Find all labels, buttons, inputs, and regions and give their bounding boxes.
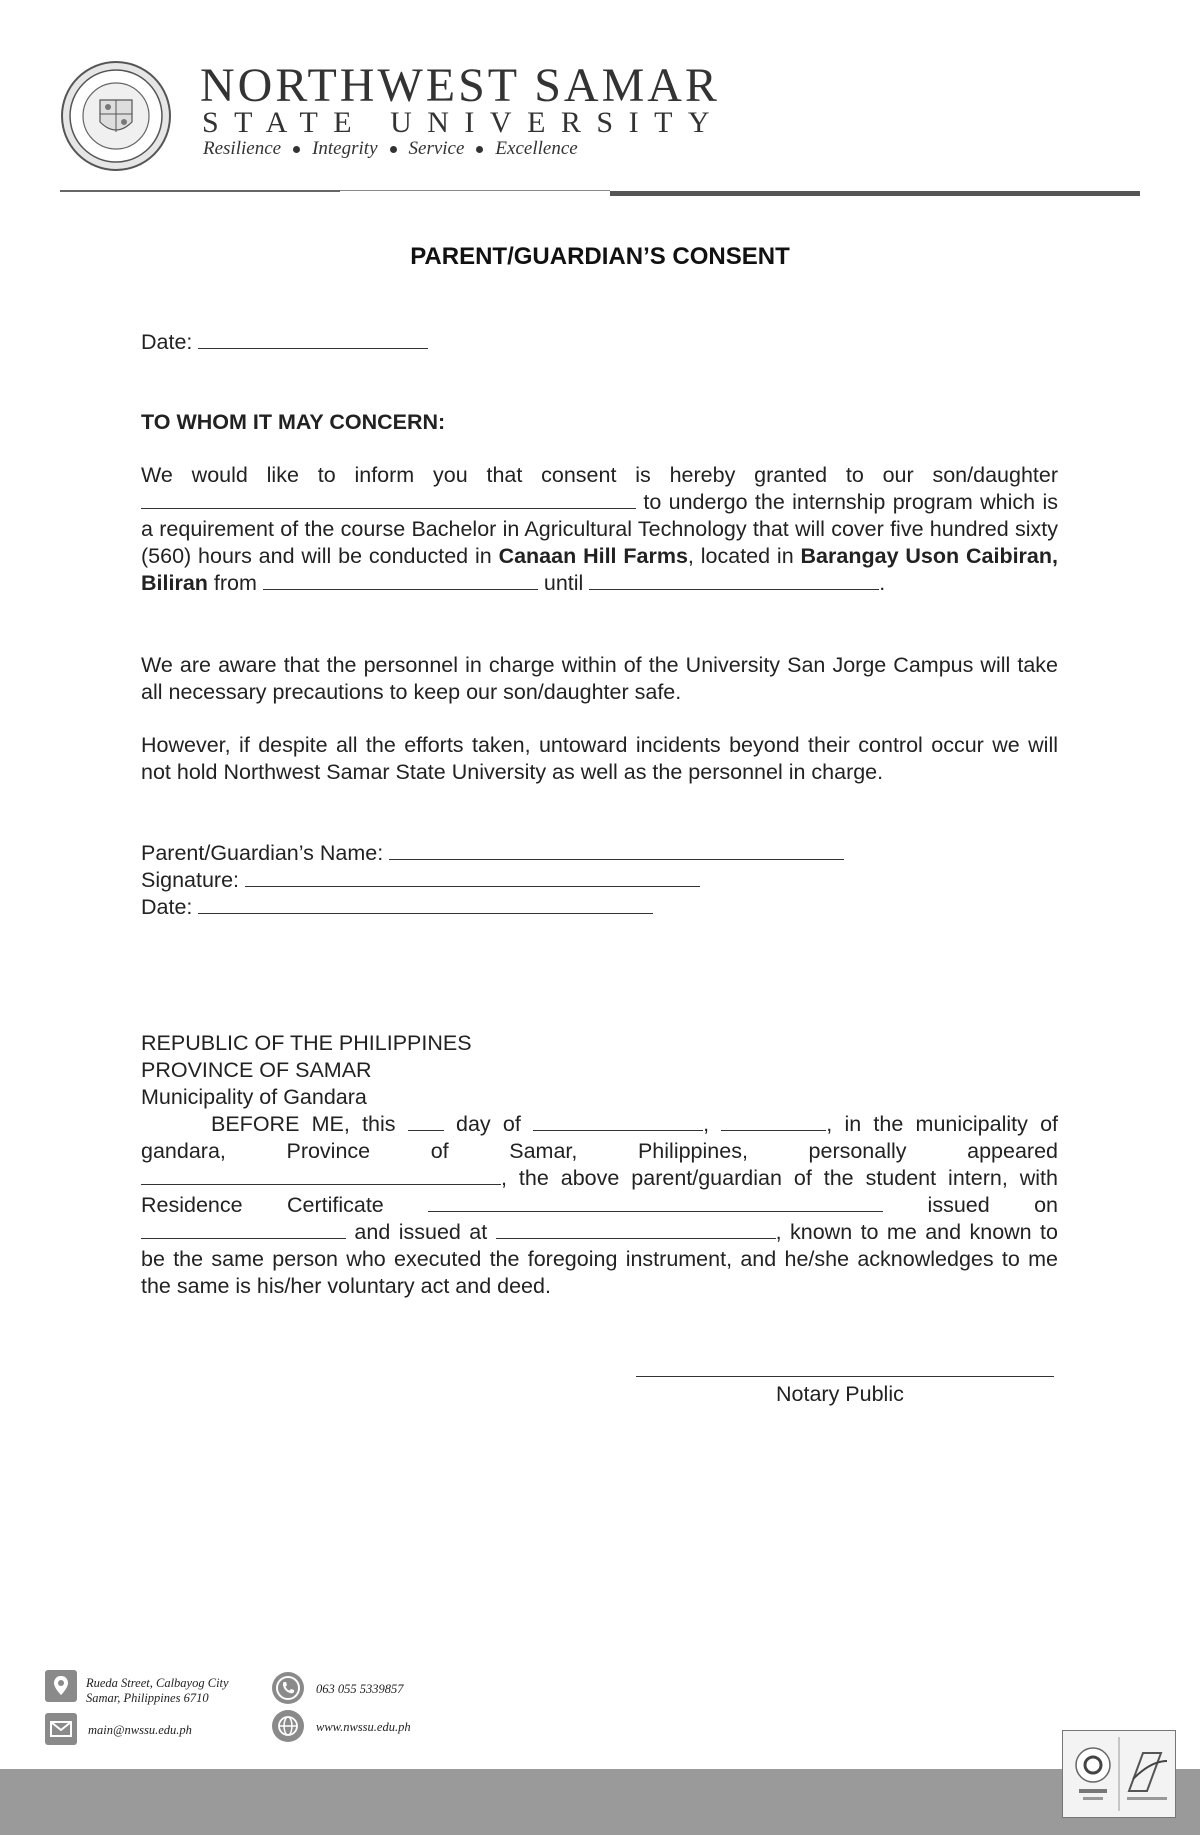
residence-certificate-blank <box>428 1193 883 1212</box>
guardian-name-blank <box>389 841 844 860</box>
paragraph-text: , located in <box>687 544 794 568</box>
date-row <box>141 329 428 356</box>
bullet-dot <box>293 146 300 153</box>
email-text: main@nwssu.edu.ph <box>88 1723 192 1737</box>
guardian-name-row <box>141 840 844 867</box>
motto-word: Integrity <box>312 138 378 159</box>
address-line: Rueda Street, Calbayog City <box>86 1676 229 1690</box>
phone-text: 063 055 5339857 <box>316 1682 404 1696</box>
motto-word: Service <box>408 138 465 159</box>
paragraph-text: BEFORE ME, this <box>211 1112 396 1136</box>
address-line: Samar, Philippines 6710 <box>86 1691 209 1705</box>
municipality-heading: Municipality of Gandara <box>141 1085 367 1109</box>
consent-paragraph <box>141 462 1058 597</box>
month-blank <box>533 1112 703 1131</box>
university-seal-logo <box>60 60 172 172</box>
appeared-name-blank <box>141 1166 501 1185</box>
guardian-name-label: Parent/Guardian’s Name: <box>141 841 384 865</box>
year-blank <box>721 1112 826 1131</box>
location-pin-icon <box>45 1670 77 1702</box>
paragraph-text: We would like to inform you that consent is hereby granted to our son/daughter <box>141 463 1058 487</box>
signature-date-blank <box>198 895 653 914</box>
motto-word: Resilience <box>203 138 282 159</box>
day-blank <box>408 1112 444 1131</box>
iso-certification-badge <box>1062 1730 1176 1818</box>
acknowledgment-paragraph <box>141 1111 1058 1300</box>
start-date-blank <box>263 571 538 590</box>
date-blank-line <box>198 330 428 349</box>
issued-on-blank <box>141 1220 346 1239</box>
notary-public-label: Notary Public <box>776 1382 904 1406</box>
paragraph-text: , the above parent/guardian of the student intern, with Residence Certificate <box>141 1166 1058 1217</box>
safety-paragraph: We are aware that the personnel in charge within of the University San Jorge Campus will take all necessary precautions to keep our son/daughter safe. <box>141 653 1058 704</box>
motto-word: Excellence <box>495 138 578 159</box>
province-heading: PROVINCE OF SAMAR <box>141 1058 372 1082</box>
phone-icon <box>272 1672 304 1704</box>
signature-row <box>141 867 700 894</box>
paragraph-text: and issued at <box>354 1220 488 1244</box>
issued-at-blank <box>496 1220 776 1239</box>
paragraph-text: day of <box>456 1112 521 1136</box>
footer-bar <box>0 1769 1200 1835</box>
bullet-dot <box>390 146 397 153</box>
farm-location: Barangay Uson Caibiran, Biliran <box>141 544 1058 595</box>
address-text <box>86 1676 229 1706</box>
paragraph-text: to undergo the internship program which is a requirement of the course Bachelor in Agricultural Technology that will cover five hundred sixty (560) hours and will be conducted in <box>141 490 1058 568</box>
header-rule <box>60 190 340 192</box>
signature-date-row <box>141 894 653 921</box>
student-name-blank <box>141 490 636 509</box>
republic-heading: REPUBLIC OF THE PHILIPPINES <box>141 1031 472 1055</box>
paragraph-text: issued on <box>927 1193 1058 1217</box>
document-title: PARENT/GUARDIAN’S CONSENT <box>410 243 790 270</box>
paragraph-text: , <box>703 1112 710 1136</box>
header-rule <box>610 191 1140 196</box>
liability-paragraph: However, if despite all the efforts taken, untoward incidents beyond their control occur we will not hold Northwest Samar State University as well as the personnel in charge. <box>141 733 1058 784</box>
paragraph-text: , in the municipality of gandara, Province of Samar, Philippines, personally appeared <box>141 1112 1059 1163</box>
signature-blank <box>245 868 700 887</box>
university-motto <box>203 138 578 160</box>
salutation: TO WHOM IT MAY CONCERN: <box>141 410 446 434</box>
bullet-dot <box>476 146 483 153</box>
university-name-line1: NORTHWEST SAMAR <box>200 59 720 112</box>
farm-name: Canaan Hill Farms <box>498 544 688 568</box>
signature-label: Signature: <box>141 868 240 892</box>
paragraph-text: until <box>543 571 584 595</box>
globe-icon <box>272 1710 304 1742</box>
paragraph-text: . <box>879 571 886 595</box>
paragraph-text: from <box>213 571 257 595</box>
university-name-line2: STATE UNIVERSITY <box>202 106 726 139</box>
signature-date-label: Date: <box>141 895 193 919</box>
header-rule <box>340 190 610 191</box>
end-date-blank <box>589 571 879 590</box>
date-label: Date: <box>141 330 193 354</box>
website-text: www.nwssu.edu.ph <box>316 1720 411 1734</box>
envelope-icon <box>45 1713 77 1745</box>
paragraph-text: , known to me and known to be the same person who executed the foregoing instrument, and he/she acknowledges to me the same is his/her voluntary act and deed. <box>141 1220 1058 1298</box>
notary-signature-line <box>636 1376 1054 1377</box>
